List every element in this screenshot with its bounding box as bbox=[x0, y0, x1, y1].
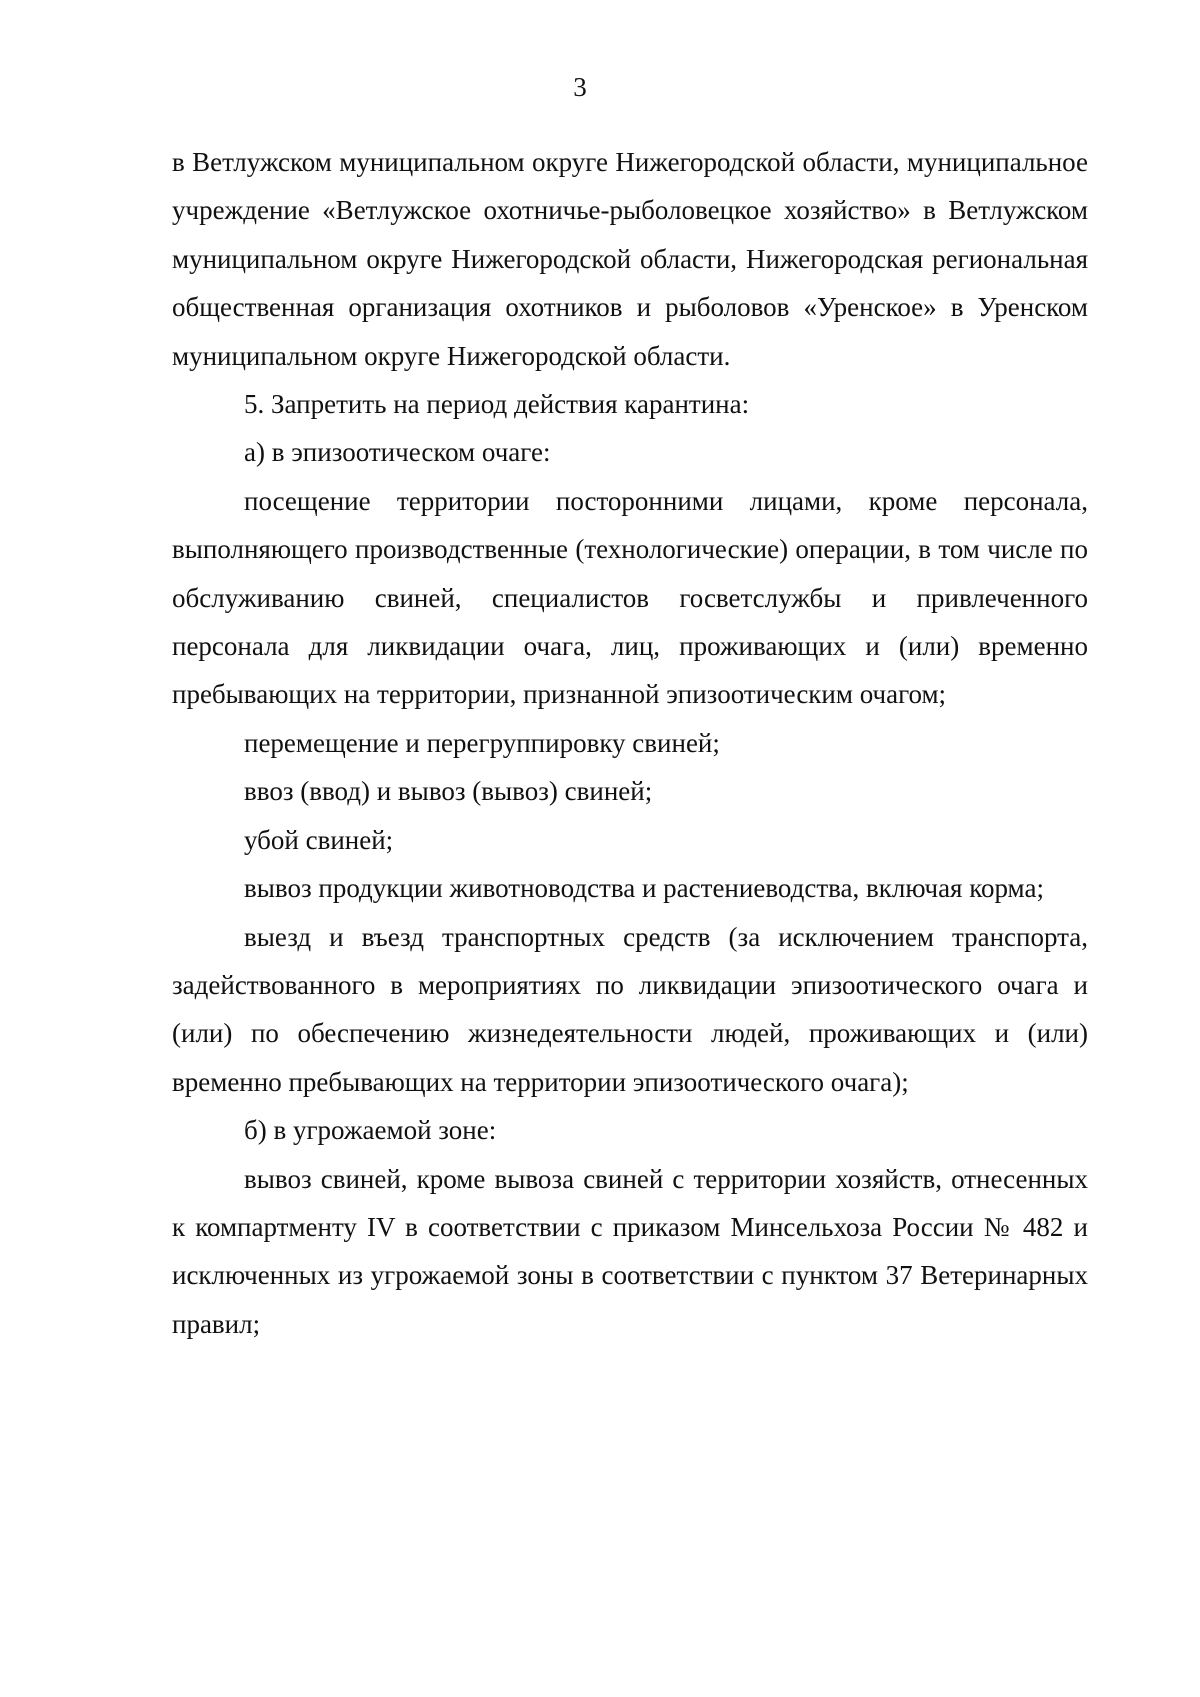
paragraph-subitem-b: б) в угрожаемой зоне: bbox=[244, 1115, 497, 1146]
page-number: 3 bbox=[573, 72, 587, 102]
paragraph-pig-export-ban: вывоз свиней, кроме вывоза свиней с территории хозяйств, отнесенных к компартменту IV в соответствии с приказом Минсельхоза России № 482 и исключенных из угрожаемой зоны в соответствии с пунктом 37 Ветеринарных правил; bbox=[172, 1163, 1088, 1339]
paragraph-item-5: 5. Запретить на период действия карантина: bbox=[244, 389, 750, 420]
paragraph-transport-ban: выезд и въезд транспортных средств (за исключением транспорта, задействованного в мероприятиях по ликвидации эпизоотического очага и (или) по обеспечению жизнедеятельности людей, проживающих и (или) временно пребывающих на территории эпизоотического очага); bbox=[172, 921, 1088, 1097]
paragraph-import-export-ban: ввоз (ввод) и вывоз (вывоз) свиней; bbox=[244, 776, 653, 807]
paragraph-products-ban: вывоз продукции животноводства и растениеводства, включая корма; bbox=[244, 873, 1044, 904]
document-body bbox=[172, 138, 1088, 1348]
paragraph-slaughter-ban: убой свиней; bbox=[244, 824, 394, 855]
paragraph-regrouping-ban: перемещение и перегруппировку свиней; bbox=[244, 727, 720, 758]
paragraph-visit-ban: посещение территории посторонними лицами, кроме персонала, выполняющего производственные (технологические) операции, в том числе по обслуживанию свиней, специалистов госветслужбы и привлеченного персонала для ликвидации очага, лиц, проживающих и (или) временно пребывающих на территории, признанной эпизоотическим очагом; bbox=[172, 485, 1088, 710]
paragraph-subitem-a: а) в эпизоотическом очаге: bbox=[244, 437, 551, 468]
paragraph-continuation: в Ветлужском муниципальном округе Нижегородской области, муниципальное учреждение «Ветлужское охотничье-рыболовецкое хозяйство» в Ветлужском муниципальном округе Нижегородской области, Нижегородская региональная общественная организация охотников и рыболовов «Уренское» в Уренском муниципальном округе Нижегородской области. bbox=[172, 147, 1088, 371]
